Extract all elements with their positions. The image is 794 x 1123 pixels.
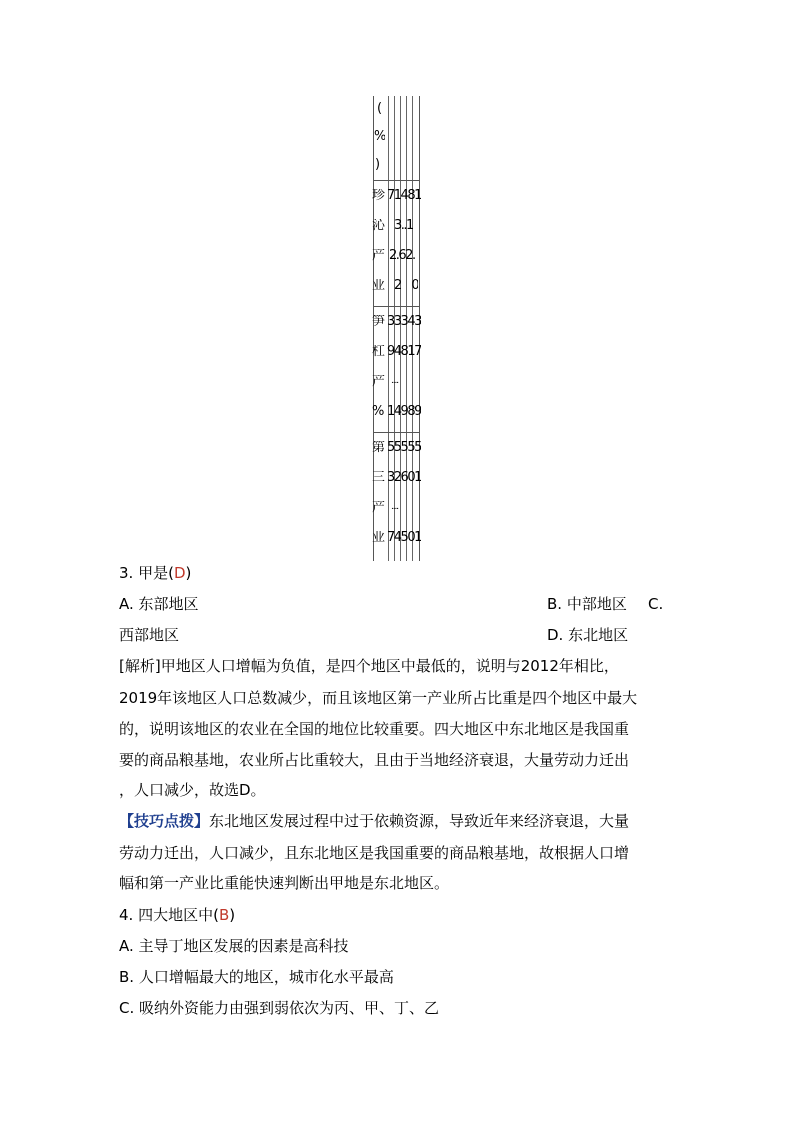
table-row-line bbox=[374, 180, 419, 181]
question-stem-close: ) bbox=[185, 564, 192, 582]
table-cell-value: . . . . . bbox=[391, 502, 399, 512]
option-a: A. 东部地区 bbox=[119, 595, 199, 613]
table-column-line bbox=[400, 96, 401, 561]
tip-line: 劳动力迁出，人口减少，且东北地区是我国重要的商品粮基地，故根据人口增 bbox=[119, 844, 630, 862]
answer-letter: D bbox=[173, 564, 186, 582]
table-cell-value: 71481 bbox=[387, 189, 421, 202]
analysis-line: 的，说明该地区的农业在全国的地位比较重要。四大地区中东北地区是我国重 bbox=[119, 720, 630, 738]
question-stem-text: 3. 甲是( bbox=[119, 564, 174, 582]
table-cell-value: 33343 bbox=[387, 315, 421, 328]
table-column-line bbox=[394, 96, 395, 561]
question-stem-close: ) bbox=[229, 906, 236, 924]
table-row-label-char: 笋 bbox=[372, 315, 385, 328]
option-a: A. 主导丁地区发展的因素是高科技 bbox=[119, 937, 349, 955]
table-row-label-char: 业 bbox=[372, 531, 385, 544]
table-row-label-char: 沁 bbox=[372, 219, 385, 232]
data-table bbox=[373, 96, 420, 561]
table-row-label-char: 产 bbox=[372, 249, 385, 262]
table-cell-value: 3..1 bbox=[394, 219, 413, 232]
table-column-line bbox=[412, 96, 413, 561]
table-column-line bbox=[406, 96, 407, 561]
table-row-label-char: 三 bbox=[372, 471, 385, 484]
table-row-label-char: % bbox=[372, 405, 384, 418]
option-c-prefix: C. bbox=[648, 595, 664, 613]
tip-line bbox=[119, 811, 629, 831]
table-row-label-char: 杠 bbox=[372, 345, 385, 358]
table-header-fragment: ( bbox=[377, 102, 382, 115]
question-3-stem bbox=[119, 563, 191, 583]
table-cell-value: 2 0 bbox=[394, 279, 419, 292]
analysis-line: [解析]甲地区人口增幅为负值，是四个地区中最低的，说明与2012年相比， bbox=[119, 657, 619, 675]
option-b: B. 中部地区 bbox=[547, 595, 627, 613]
question-4-stem bbox=[119, 905, 235, 925]
table-cell-value: 74501 bbox=[387, 531, 421, 544]
table-cell-value: 32601 bbox=[387, 471, 421, 484]
tip-label: 【技巧点拨】 bbox=[119, 812, 210, 830]
table-cell-value: 94817 bbox=[387, 345, 421, 358]
table-row-line bbox=[374, 432, 419, 433]
analysis-line: 2019年该地区人口总数减少，而且该地区第一产业所占比重是四个地区中最大 bbox=[119, 689, 638, 707]
option-c: C. 吸纳外资能力由强到弱依次为丙、甲、丁、乙 bbox=[119, 999, 440, 1017]
table-row-label-char: 珍 bbox=[372, 189, 385, 202]
table-column-line bbox=[388, 96, 389, 561]
analysis-line: ，人口减少，故选D。 bbox=[119, 781, 266, 799]
table-cell-value: 14989 bbox=[387, 405, 421, 418]
question-stem-text: 4. 四大地区中( bbox=[119, 906, 219, 924]
answer-letter: B bbox=[218, 906, 230, 924]
table-cell-value: 2.62. bbox=[389, 249, 415, 262]
option-b: B. 人口增幅最大的地区，城市化水平最高 bbox=[119, 968, 394, 986]
table-row-label-char: 产 bbox=[372, 501, 385, 514]
table-row-line bbox=[374, 306, 419, 307]
table-cell-value: . . . . . bbox=[391, 376, 399, 386]
table-row-label-char: 产 bbox=[372, 375, 385, 388]
tip-text: 东北地区发展过程中过于依赖资源，导致近年来经济衰退，大量 bbox=[209, 812, 630, 830]
table-header-fragment: ) bbox=[375, 158, 380, 171]
table-header-fragment: % bbox=[374, 130, 386, 143]
tip-line: 幅和第一产业比重能快速判断出甲地是东北地区。 bbox=[119, 874, 450, 892]
table-cell-value: 55555 bbox=[387, 441, 421, 454]
option-c-text: 西部地区 bbox=[119, 626, 180, 644]
option-d: D. 东北地区 bbox=[547, 626, 629, 644]
analysis-line: 要的商品粮基地，农业所占比重较大，且由于当地经济衰退，大量劳动力迁出 bbox=[119, 751, 630, 769]
table-row-label-char: 业 bbox=[372, 279, 385, 292]
table-row-label-char: 第 bbox=[372, 441, 385, 454]
